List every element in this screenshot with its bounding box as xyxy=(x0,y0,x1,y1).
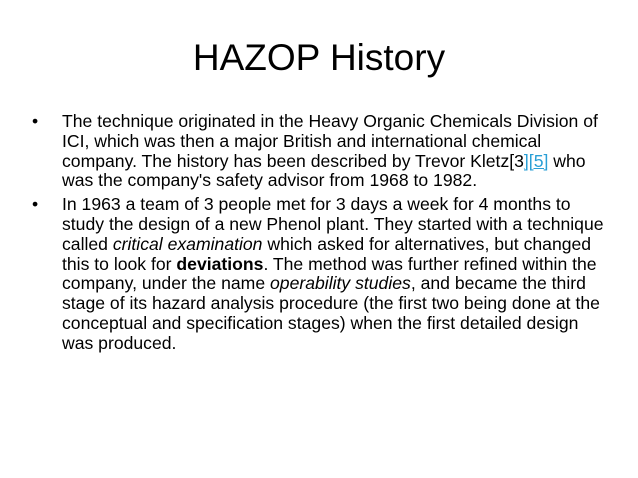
emphasis-operability-studies: operability studies xyxy=(270,273,411,294)
bullet-text: The technique originated in the Heavy Organic Chemicals Division of ICI, which was then a major British and international chemical company. The history has been described by Trevor Kletz[3 xyxy=(62,111,598,171)
reference-link[interactable]: ][5] xyxy=(523,150,549,171)
bullet-text: In 1963 a team of 3 people met for 3 days a week for 4 months to study the design of a new Phenol plant. They started with a technique called xyxy=(62,194,604,254)
strong-deviations: deviations xyxy=(176,253,264,274)
bullet-text: who was the company's safety advisor from 1968 to 1982. xyxy=(62,150,586,191)
slide-title: HAZOP History xyxy=(192,37,446,78)
bullet-icon: • xyxy=(32,111,39,131)
emphasis-critical-examination: critical examination xyxy=(112,233,263,254)
bullet-icon: • xyxy=(32,194,39,215)
bullet-text: which asked for alternatives, but changed this to look for xyxy=(62,233,592,274)
bullet-text: . The method was further refined within the company, under the name xyxy=(62,253,597,294)
bullet-list xyxy=(30,112,610,358)
bullet-item-1963-team xyxy=(30,195,610,353)
bullet-item-origin xyxy=(30,112,610,191)
bullet-text: , and became the third stage of its hazard analysis procedure (the first two being done at the conceptual and specification stages) when the first detailed design was produced. xyxy=(62,273,600,353)
